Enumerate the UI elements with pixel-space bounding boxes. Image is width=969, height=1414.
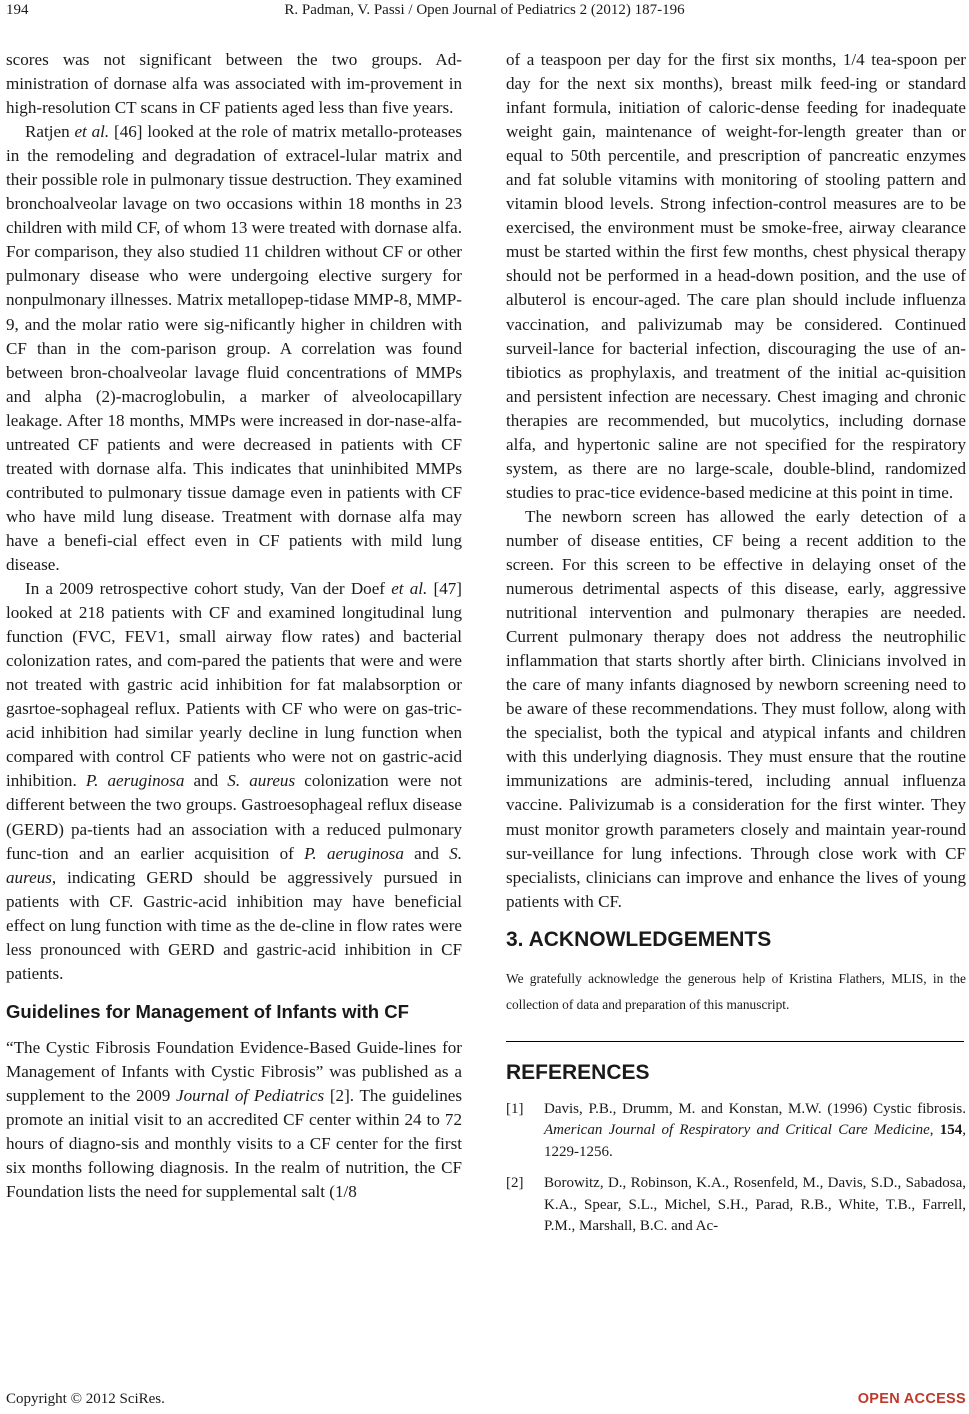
reference-item — [506, 1173, 966, 1238]
left-column — [6, 48, 462, 1204]
italic-text: S. aureus — [6, 843, 462, 887]
italic-text: Journal of Pediatrics — [176, 1085, 325, 1105]
body-paragraph: scores was not significant between the two groups. Ad-ministration of dornase alfa was associated with im-provement in high-resolution CT scans in CF patients aged less than five years. — [6, 50, 462, 118]
italic-text: P. aeruginosa — [85, 771, 185, 791]
section-heading: 3. ACKNOWLEDGEMENTS — [506, 927, 772, 951]
italic-text: et al. — [74, 122, 110, 142]
body-paragraph: The newborn screen has allowed the early detection of a number of disease entities, CF being a recent addition to the screen. For this screen to be effective in delaying onset of the numerous detrimental aspects of this disease, early, aggressive nutritional intervention and pulmonary therapies are needed. Current pulmonary therapy does not address the neutrophilic inflammation that starts shortly after birth. Clinicians involved in the care of many infants diagnosed by newborn screening need to be aware of these recommendations. They must follow, along with the specialist, both the typical and atypical infants and children with this underlying diagnosis. They must ensure that the routine immunizations are adminis-tered, including annual influenza vaccine. Palivizumab is a consideration for the first winter. They must monitor growth parameters closely and maintain year-round sur-veillance for lung infections. Through close work with CF specialists, clinicians can improve and enhance the lives of young patients with CF. — [506, 506, 966, 911]
italic-text: P. aeruginosa — [304, 843, 404, 863]
open-access-label: OPEN ACCESS — [857, 1391, 966, 1407]
reference-number: [1] — [506, 1100, 524, 1117]
subsection-heading: Guidelines for Management of Infants with CF — [6, 1000, 409, 1022]
running-title: R. Padman, V. Passi / Open Journal of Pediatrics 2 (2012) 187-196 — [284, 2, 685, 18]
body-paragraph: of a teaspoon per day for the first six months, 1/4 tea-spoon per day for the next six months), breast milk feed-ing or standard infant formula, initiation of caloric-dense feeding for inadequate weight gain, maintenance of weight-for-length greater than or equal to 50th percentile, and prescription of pancreatic enzymes and fat soluble vitamins with monitoring of stooling pattern and vitamin blood levels. Strong infection-control measures are to be exercised, the environment must be smoke-free, airway clearance must be started within the first few months, chest physical therapy should not be performed in a head-down position, and the use of albuterol is encour-aged. The care plan should include influenza vaccination, and palivizumab may be considered. Continued surveil-lance for bacterial infection, discouraging the use of an-tibiotics as prophylaxis, and treatment of the initial ac-quisition and persistent infection are necessary. Chest imaging and chronic therapies are recommended, but mucolytics, including dornase alfa, and hypertonic saline are not specified for the respiratory system, as there are no large-scale, double-blind, randomized studies to prac-tice evidence-based medicine at this point in time. — [506, 50, 966, 502]
copyright-notice: Copyright © 2012 SciRes. — [6, 1391, 165, 1407]
page-number: 194 — [6, 2, 29, 18]
page-header — [0, 0, 969, 36]
section-heading: REFERENCES — [506, 1060, 650, 1084]
italic-text: S. aureus — [227, 771, 296, 791]
body-paragraph: “The Cystic Fibrosis Foundation Evidence-Based Guide-lines for Management of Infants with Cystic Fibrosis” was published as a supplement to the 2009 Journal of Pediatrics [2]. The guidelines promote an initial visit to an accredited CF center within 24 to 72 hours of diagno-sis and monthly visits to a CF center for the first six months following diagnosis. In the realm of nutrition, the CF Foundation lists the need for supplemental salt (1/8 — [6, 1037, 463, 1202]
reference-number: [2] — [506, 1175, 524, 1192]
acknowledgement-text: We gratefully acknowledge the generous help of Kristina Flathers, MLIS, in the collection of data and preparation of this manuscript. — [506, 970, 966, 1012]
reference-text: Borowitz, D., Robinson, K.A., Rosenfeld, M., Davis, S.D., Sabadosa, K.A., Spear, S.L., Michel, S.H., Parad, R.B., White, T.B., Farrell, P.M., Marshall, B.C. and Ac- — [544, 1175, 966, 1235]
bold-text: 154 — [939, 1122, 963, 1139]
section-divider — [506, 1041, 964, 1042]
body-paragraph: Ratjen et al. [46] looked at the role of matrix metallo-proteases in the remodeling and degradation of extracel-lular matrix and their possible role in pulmonary tissue destruction. They examined bronchoalveolar lavage on two occasions within 18 months in 23 children with mild CF, of whom 13 were treated with dornase alfa. For comparison, they also studied 11 children without CF or other pulmonary disease who were undergoing elective surgery for nonpulmonary illnesses. Matrix metallopep-tidase MMP-8, MMP-9, and the molar ratio were sig-nificantly higher in children with CF than in the com-parison group. A correlation was found between bron-choalveolar lavage fluid concentrations of MMPs and alpha (2)-macroglobulin, a marker of alveolocapillary leakage. After 18 months, MMPs were increased in dor-nase-alfa-untreated CF patients and were decreased in patients with CF treated with dornase alfa. This indicates that uninhibited MMPs contributed to pulmonary tissue damage even in patients with CF who have mild lung disease. Treatment with dornase alfa may have a benefi-cial effect even in CF patients with mild lung disease. — [6, 122, 462, 574]
italic-text: American Journal of Respiratory and Critical Care Medicine — [544, 1122, 930, 1139]
reference-text: Davis, P.B., Drumm, M. and Konstan, M.W. (1996) Cystic fibrosis. American Journal of Respiratory and Critical Care Medicine, 154, 1229-1256. — [544, 1100, 966, 1160]
right-column — [506, 48, 966, 1248]
body-paragraph: In a 2009 retrospective cohort study, Van der Doef et al. [47] looked at 218 patients with CF and examined longitudinal lung function (FVC, FEV1, small airway flow rates) and bacterial colonization rates, and com-pared the patients that were and were not treated with gastric acid inhibition for fat malabsorption or gasrtoe-sophageal reflux. Patients with CF who were on gas-tric-acid inhibition had similar yearly decline in lung function when compared with control CF patients who were not on gastric-acid inhibition. P. aeruginosa and S. aureus colonization were not different between the two groups. Gastroesophageal reflux disease (GERD) pa-tients had an association with a reduced pulmonary func-tion and an earlier acquisition of P. aeruginosa and S. aureus, indicating GERD should be aggressively pursued in patients with CF. Gastric-acid inhibition may have beneficial effect on lung function with time as the de-cline in flow rates were less pronounced with GERD and gastric-acid inhibition in CF patients. — [6, 579, 462, 983]
reference-list — [506, 1099, 966, 1238]
page-footer — [0, 1391, 969, 1413]
reference-item — [506, 1099, 966, 1164]
italic-text: et al. — [391, 579, 428, 599]
